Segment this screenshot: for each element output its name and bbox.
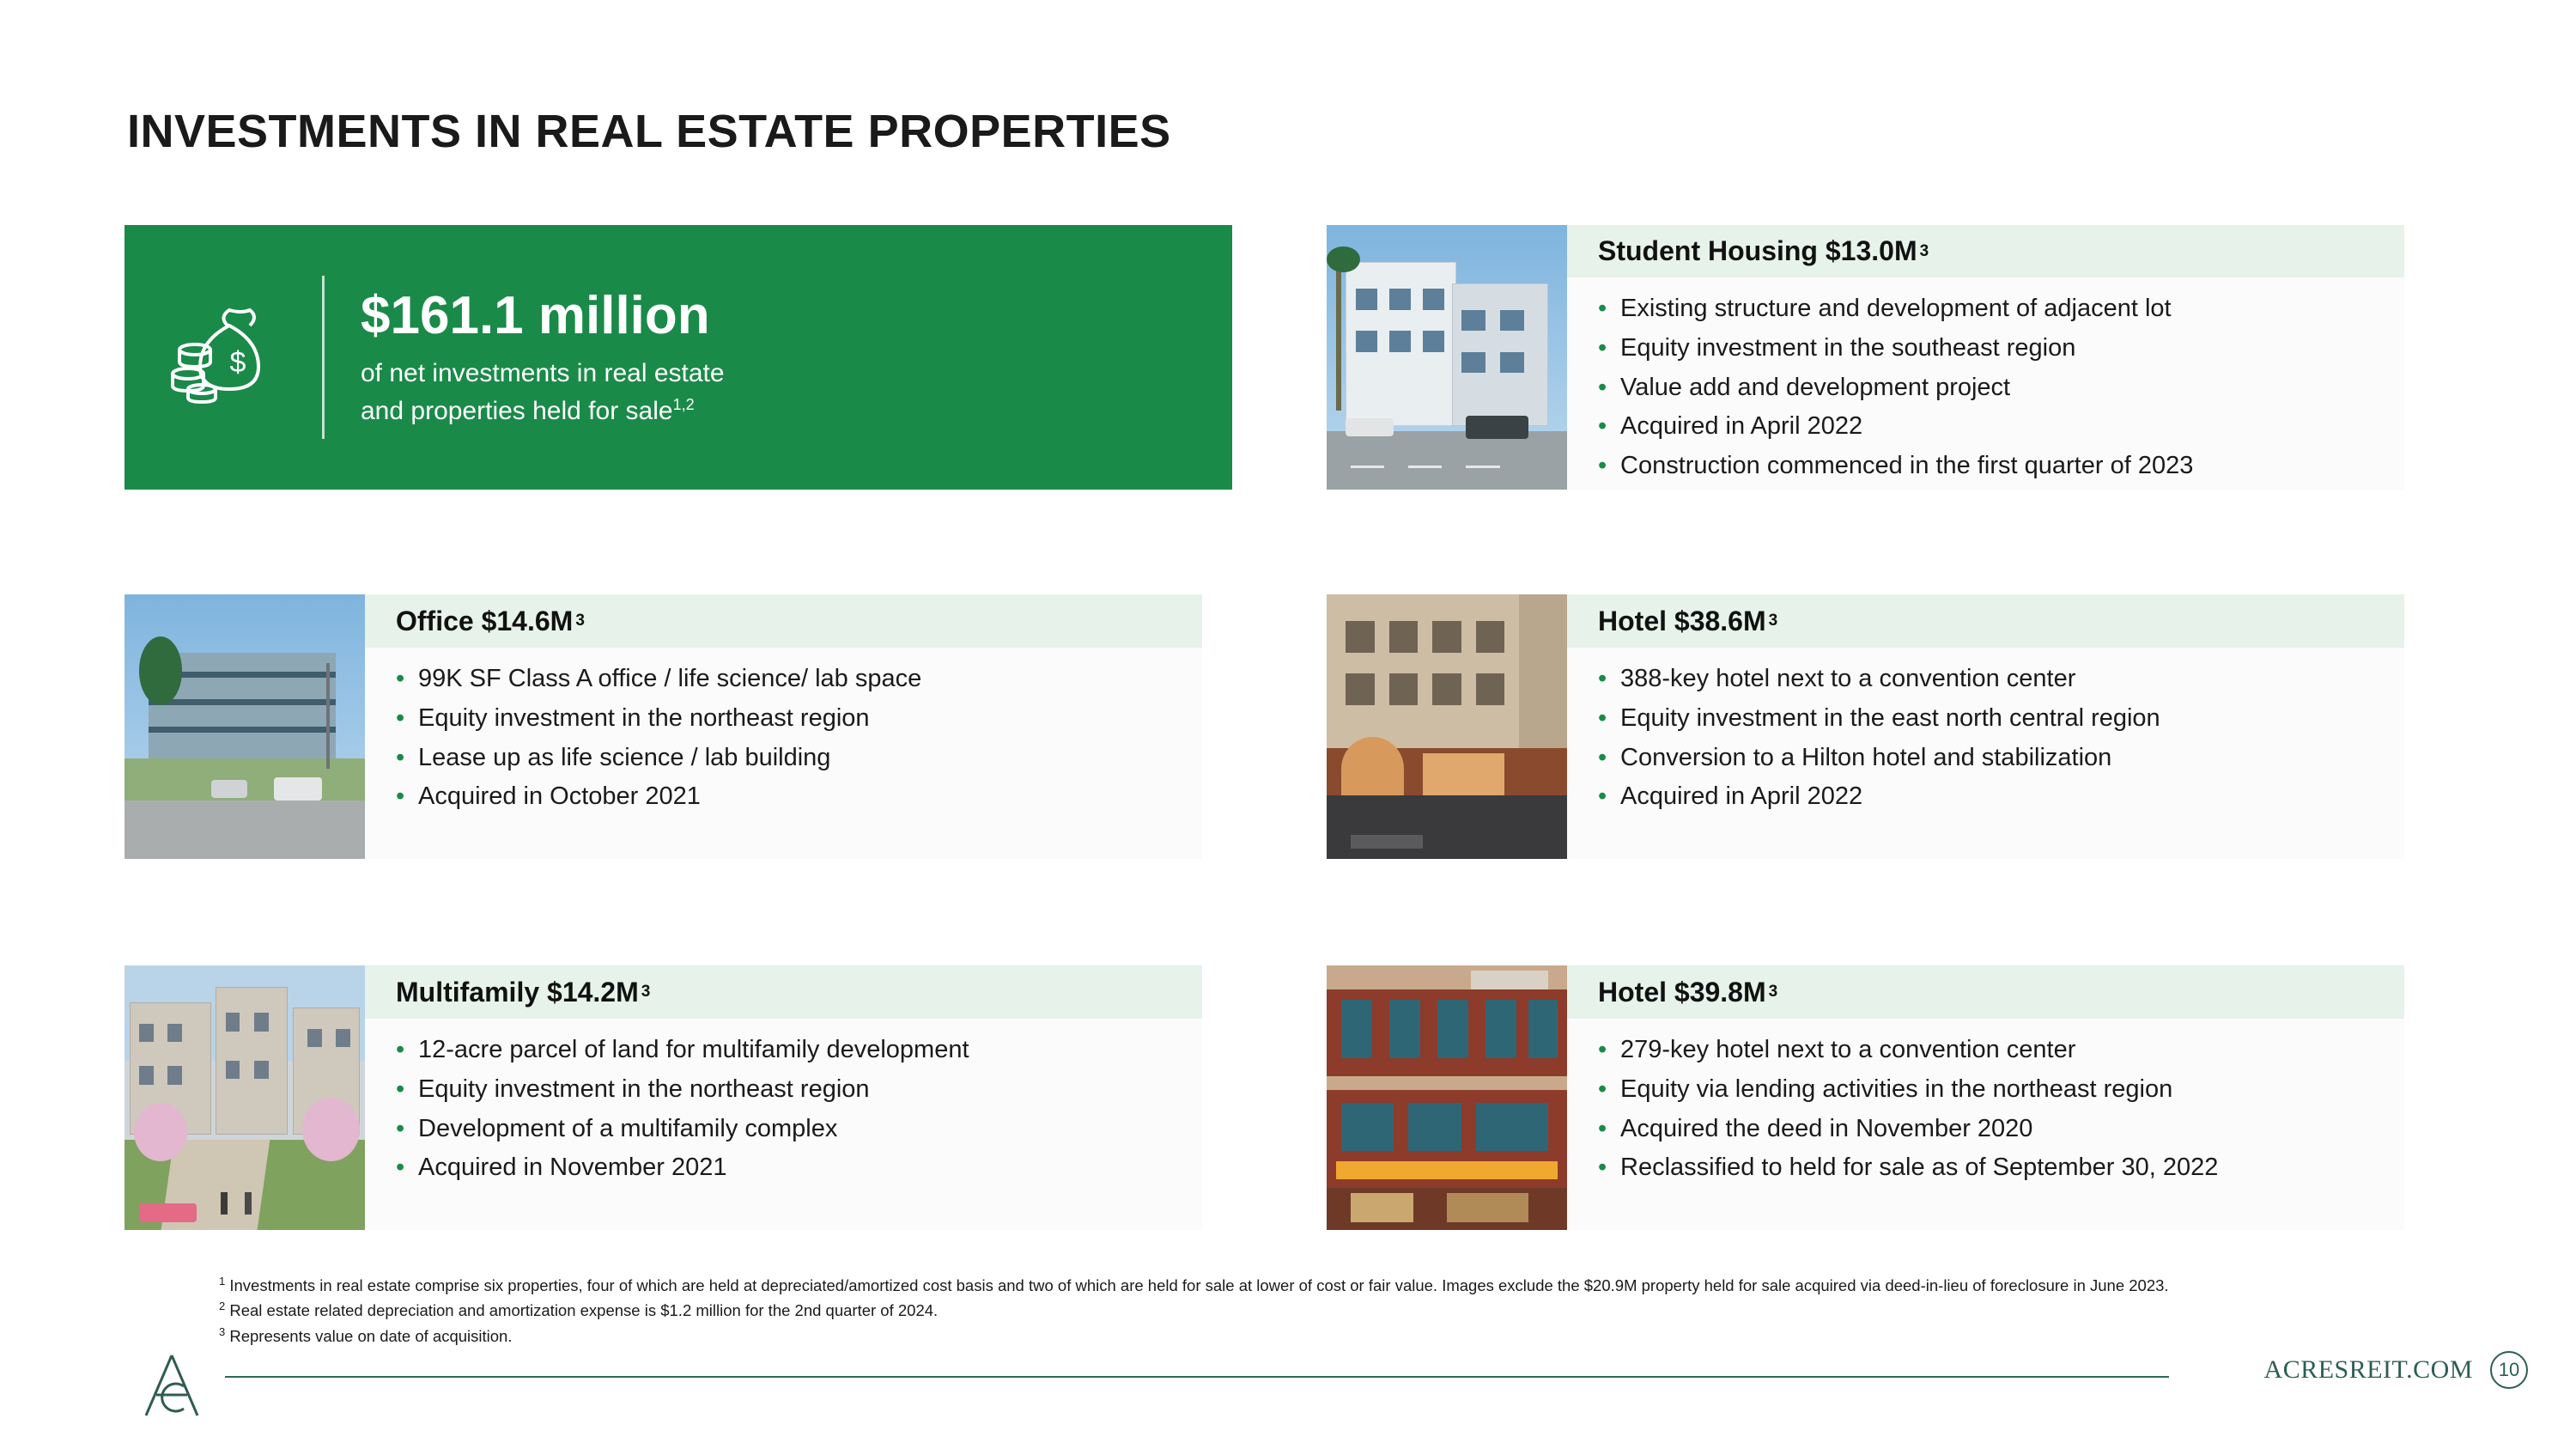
multifamily-rendering-photo [125, 965, 365, 1230]
list-item: • Reclassified to held for sale as of September 30, 2022 [1598, 1148, 2384, 1188]
card-body [1567, 594, 2404, 859]
hero-subtitle-footnote-ref: 1,2 [672, 395, 695, 413]
card-body [365, 965, 1202, 1230]
card-title [365, 965, 1202, 1019]
footnote-3-marker: 3 [219, 1324, 226, 1338]
footnote-2 [219, 1298, 2280, 1323]
footnote-1-text: Investments in real estate comprise six properties, four of which are held at depreciated/amortized cost basis and two of which are held for sale at lower of cost or fair value. Images exclude the $20.9M property held for sale acquired via deed-in-lieu of foreclosure in June 2023. [225, 1276, 2169, 1295]
card-hotel-39-8 [1327, 965, 2404, 1230]
svg-text:$: $ [229, 346, 246, 379]
list-item: • Existing structure and development of adjacent lot [1598, 289, 2384, 329]
card-title [1567, 594, 2404, 648]
money-bag-coins-icon [125, 293, 322, 422]
card-title-footnote-ref: 3 [1919, 241, 1929, 260]
footnote-2-text: Real estate related depreciation and amortization expense is $1.2 million for the 2nd quarter of 2024. [225, 1301, 939, 1320]
card-bullets [365, 648, 1202, 829]
card-title-footnote-ref: 3 [575, 612, 585, 630]
card-title [365, 594, 1202, 648]
card-bullets [1567, 277, 2404, 498]
list-item: • Acquired in April 2022 [1598, 407, 2384, 447]
card-multifamily [125, 965, 1202, 1230]
list-item: • 12-acre parcel of land for multifamily development [396, 1031, 1182, 1070]
hotel-exterior-photo [1327, 594, 1567, 859]
acres-monogram-logo [131, 1349, 213, 1422]
list-item: • Equity via lending activities in the northeast region [1598, 1070, 2384, 1110]
list-item: • Equity investment in the east north central region [1598, 699, 2384, 739]
footnotes [219, 1273, 2280, 1349]
footnote-3 [219, 1324, 2280, 1349]
footer-divider [225, 1376, 2169, 1378]
list-item: • Equity investment in the southeast region [1598, 329, 2384, 368]
card-title-text: Student Housing $13.0M [1598, 235, 1917, 266]
website-label: ACRESREIT.COM [2263, 1355, 2473, 1384]
list-item: • Construction commenced in the first quarter of 2023 [1598, 447, 2384, 486]
card-title-text: Hotel $39.8M [1598, 976, 1766, 1008]
footnote-1-marker: 1 [219, 1275, 226, 1288]
page-title: INVESTMENTS IN REAL ESTATE PROPERTIES [127, 106, 1171, 157]
list-item: • 279-key hotel next to a convention center [1598, 1031, 2384, 1070]
list-item: • Development of a multifamily complex [396, 1110, 1182, 1149]
office-photo [125, 594, 365, 859]
student-housing-photo [1327, 225, 1567, 490]
list-item: • Acquired in April 2022 [1598, 777, 2384, 817]
list-item: • Acquired the deed in November 2020 [1598, 1110, 2384, 1149]
highlight-box [125, 225, 1232, 490]
list-item: • Lease up as life science / lab building [396, 739, 1182, 778]
card-body [1567, 965, 2404, 1230]
list-item: • Acquired in October 2021 [396, 777, 1182, 817]
card-bullets [1567, 648, 2404, 829]
hero-subtitle [361, 355, 725, 429]
list-item: • Equity investment in the northeast region [396, 1070, 1182, 1110]
card-title [1567, 225, 2404, 277]
hotel-streetfront-photo [1327, 965, 1567, 1230]
card-title-footnote-ref: 3 [1768, 612, 1778, 630]
card-bullets [365, 1019, 1202, 1200]
hero-amount: $161.1 million [361, 285, 710, 345]
list-item: • 99K SF Class A office / life science/ lab space [396, 660, 1182, 699]
card-title-footnote-ref: 3 [641, 983, 651, 1001]
card-title-text: Hotel $38.6M [1598, 605, 1766, 636]
card-bullets [1567, 1019, 2404, 1200]
card-office [125, 594, 1202, 859]
card-title-footnote-ref: 3 [1768, 983, 1778, 1001]
list-item: • 388-key hotel next to a convention center [1598, 660, 2384, 699]
list-item: • Acquired in November 2021 [396, 1148, 1182, 1188]
page-number: 10 [2490, 1351, 2528, 1389]
card-student-housing [1327, 225, 2404, 490]
footnote-2-marker: 2 [219, 1300, 226, 1313]
hero-subtitle-line1: of net investments in real estate [361, 359, 725, 388]
card-body [365, 594, 1202, 859]
card-hotel-38-6 [1327, 594, 2404, 859]
list-item: • Equity investment in the northeast region [396, 699, 1182, 739]
list-item: • Value add and development project [1598, 368, 2384, 408]
hero-subtitle-line2: and properties held for sale [361, 396, 673, 425]
card-title [1567, 965, 2404, 1019]
hero-text [325, 285, 725, 429]
footnote-3-text: Represents value on date of acquisition. [225, 1326, 513, 1345]
footnote-1 [219, 1273, 2280, 1298]
list-item: • Conversion to a Hilton hotel and stabilization [1598, 739, 2384, 778]
card-title-text: Multifamily $14.2M [396, 976, 639, 1008]
card-body [1567, 225, 2404, 490]
card-title-text: Office $14.6M [396, 605, 574, 636]
